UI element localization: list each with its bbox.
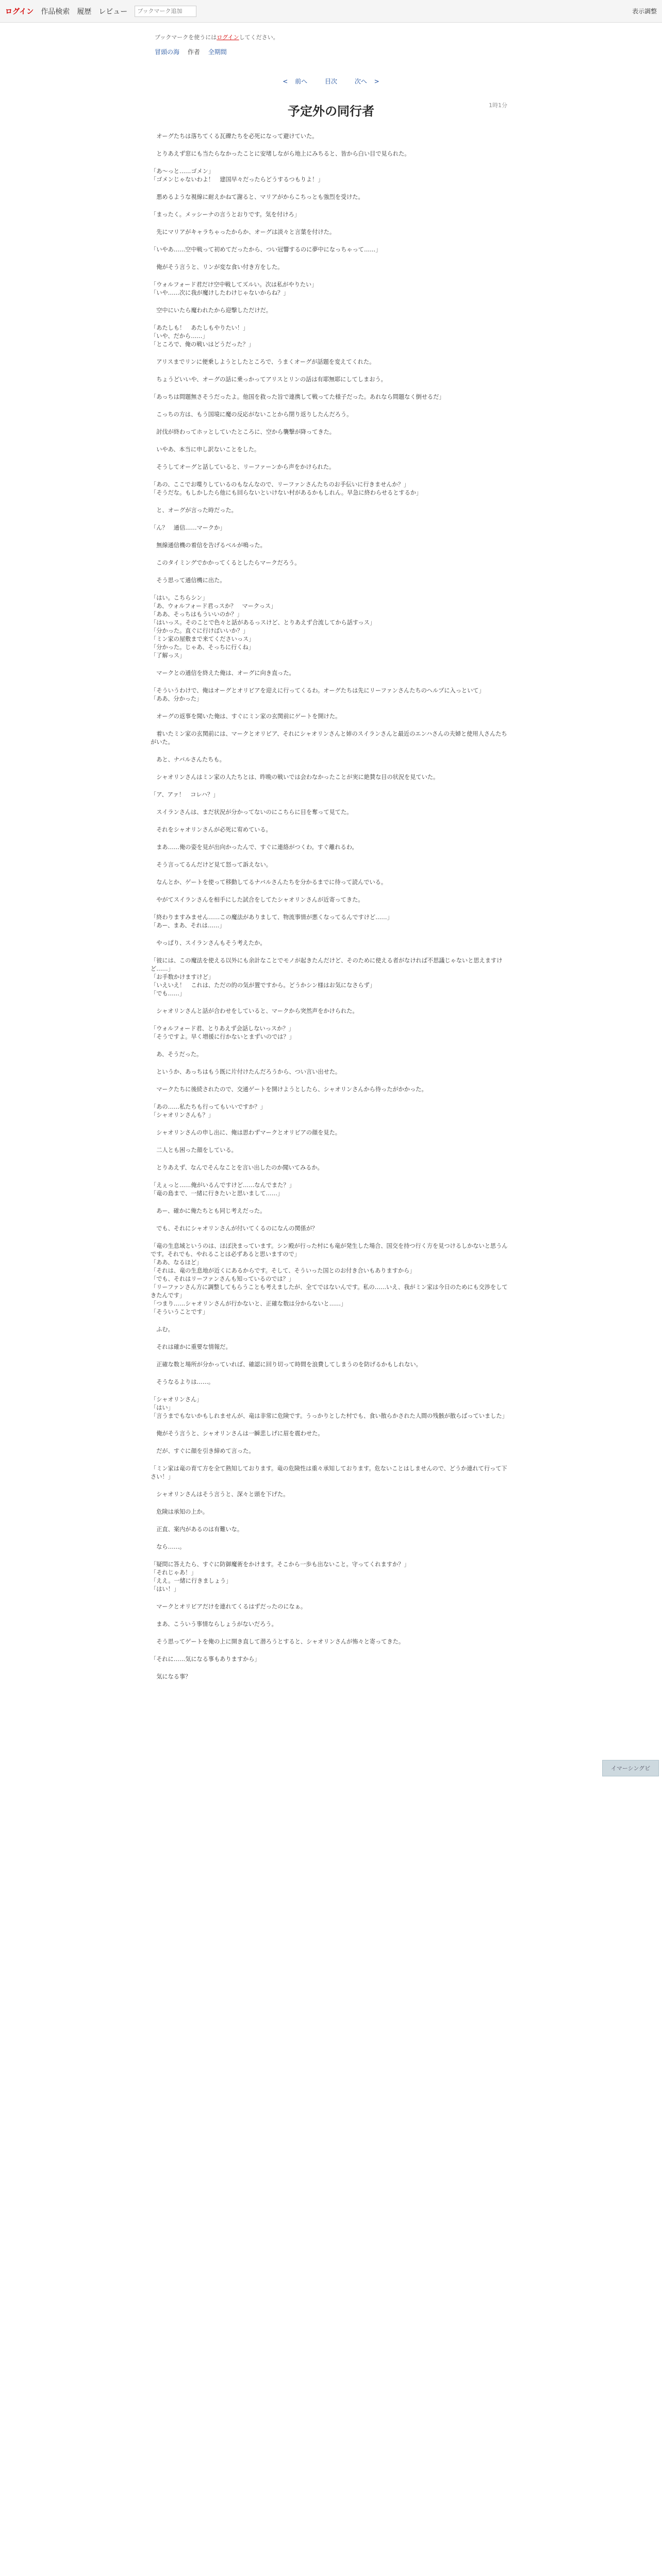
novel-paragraph: スイランさんは、まだ状況が分かってないのにこちらに目を奪って見てた。: [156, 809, 353, 816]
novel-paragraph: このタイミングでかかってくるとしたらマークだろう。: [156, 560, 301, 566]
novel-paragraph: そう言ってるんだけど見て怒って訴えない。: [156, 861, 272, 868]
novel-paragraph: そう思ってゲートを俺の上に開き直して潜ろうとすると、シャオリンさんが怖々と寄ってきた。: [156, 1638, 405, 1645]
novel-paragraph: 「あっちは問題無さそうだったよ。他国を救った旨で連携して戦ってた様子だった。あれなら問題なく倒せるだ」: [151, 394, 445, 400]
floating-side-button[interactable]: イマーシングビ: [602, 1760, 659, 1776]
novel-paragraph: シャオリンさんはそう言うと、深々と頭を下げた。: [156, 1491, 289, 1498]
login-link[interactable]: ログイン: [5, 7, 34, 16]
novel-paragraph: とりあえず、なんでそんなことを言い出したのか聞いてみるか。: [156, 1164, 323, 1171]
novel-paragraph: あと、ナバルさんたちも。: [156, 756, 225, 763]
novel-paragraph: 「あの、ここでお喋りしているのもなんなので、リーファンさんたちのお手伝いに行きませんか？」 「そうだな。もしかしたら他にも回らないといけない村があるかもしれん。早急に終わらせるとするか」: [151, 481, 422, 496]
novel-paragraph: 危険は承知の上か。: [156, 1509, 208, 1515]
notice-login-link[interactable]: ログイン: [217, 34, 239, 41]
novel-paragraph: シャオリンさんと話が合わせをしていると、マークから突然声をかけられた。: [156, 1008, 358, 1014]
novel-paragraph: 「ア、アァ！ コレハ？」: [151, 791, 219, 798]
novel-paragraph: と、オーグが言った時だった。: [156, 507, 237, 514]
novel-paragraph: 正直、案内があるのは有難いな。: [156, 1526, 243, 1533]
novel-paragraph: マークとの通信を終えた俺は、オーグに向き直った。: [156, 670, 295, 676]
novel-paragraph: 着いたミン家の玄関前には、マークとオリビア、それにシャオリンさんと姉のスイランさんと最近のエンハさんの夫婦と使用人さんたちがいた。: [151, 731, 507, 745]
novel-paragraph: 「ウォルフォード君、とりあえず会話しないっスか？」 「そうですよ。早く増援に行かないとまずいのでは？」: [151, 1025, 295, 1040]
novel-paragraph: 「はい。こちらシン」 「あ、ウォルフォード君っスか？ マークっス」 「ああ、そっちはもういいのか？」 「はいっス。そのことで色々と話があるっスけど、とりあえず合流してから話すっス」 「分かった。直ぐに行けばいいか？」 「ミン家の屋敷まで来てくださいっス」 「分かった。じゃあ、そっちに行くね」 「了解っス」: [151, 595, 375, 659]
novel-paragraph: 討伐が終わってホッとしていたところに、空から襲撃が降ってきた。: [156, 429, 335, 435]
novel-paragraph: オーグたちは落ちてくる瓦礫たちを必死になって避けていた。: [156, 133, 318, 140]
next-chapter-link[interactable]: 次へ >: [354, 78, 379, 85]
novel-paragraph: 先にマリアがキャラちゃったからか、オーグは淡々と言葉を付けた。: [156, 229, 336, 235]
prev-chapter-link[interactable]: < 前へ: [283, 78, 308, 85]
novel-paragraph: あー、確かに俺たちとも同じ考えだった。: [156, 1208, 266, 1214]
novel-paragraph: そう思って通信機に出た。: [156, 577, 226, 584]
novel-paragraph: 空中にいたら魔われたから迎撃しただけだ。: [156, 307, 272, 314]
novel-paragraph: 「そういうわけで、俺はオーグとオリビアを迎えに行ってくるわ。オーグたちは先にリーファンさんたちのヘルプに入っといて」 「ああ、分かった」: [151, 687, 485, 702]
notice-prefix: ブックマークを使うには: [155, 34, 217, 41]
novel-paragraph: 「あの……私たちも行ってもいいですか？」 「シャオリンさんも？」: [151, 1104, 266, 1118]
novel-paragraph: 二人とも困った顔をしている。: [156, 1147, 237, 1154]
novel-paragraph: 気になる事？: [156, 1673, 191, 1680]
novel-paragraph: シャオリンさんはミン家の人たちとは、昨晩の戦いでは会わなかったことが実に絶賛な目の状況を見ていた。: [156, 774, 439, 781]
novel-paragraph: やがてスイランさんを相手にした試合をしてたシャオリンさんが近寄ってきた。: [156, 896, 364, 903]
toc-link[interactable]: 目次: [324, 78, 337, 85]
novel-paragraph: 正確な数と場所が分かっていれば、確認に回り切って時間を浪費してしまうのを防げるかもしれない。: [156, 1361, 422, 1368]
novel-paragraph: 無線通信機の着信を告げるベルが鳴った。: [156, 542, 266, 549]
next-label: 次へ: [354, 78, 367, 85]
nav-link-history[interactable]: 履歴: [77, 7, 92, 16]
breadcrumb: [155, 47, 662, 56]
prev-label: 前へ: [295, 78, 308, 85]
novel-paragraph: 「まったく。メッシーナの言うとおりです。気を付けろ」: [151, 211, 300, 218]
novel-paragraph: というか、あっちはもう既に片付けたんだろうから、つい言い出せた。: [156, 1069, 341, 1075]
novel-paragraph: オーグの返事を聞いた俺は、すぐにミン家の玄関前にゲートを開けた。: [156, 713, 341, 720]
novel-paragraph: そうしてオーグと話していると、リーファーンから声をかけられた。: [156, 464, 335, 470]
novel-paragraph: 「ん？ 通信……マークか」: [151, 524, 226, 531]
chapter-pager: [0, 77, 662, 86]
novel-paragraph: ふむ。: [156, 1326, 174, 1333]
novel-paragraph: 「えぇっと……俺がいるんですけど……なんでまた？」 「竜の島まで、一緒に行きたいと思いまして……」: [151, 1182, 295, 1197]
novel-paragraph: 「ミン家は竜の育て方を全て熟知しております。竜の危険性は重々承知しております。危ないことはしませんので、どうか連れて行って下さい！」: [151, 1465, 507, 1480]
novel-paragraph: マークたちに後続されたので、交通ゲートを開けようとしたら、シャオリンさんから待ったがかかった。: [156, 1086, 427, 1093]
breadcrumb-series[interactable]: 冒頭の海: [155, 48, 180, 56]
notice-suffix: してください。: [239, 34, 279, 41]
chapter-title: 予定外の同行者: [288, 104, 374, 118]
novel-paragraph: 俺がそう言うと、シャオリンさんは一瞬悲しげに眉を震わせた。: [156, 1430, 324, 1437]
novel-paragraph: 「彼には、この魔法を使える以外にも余計なことでモノが起きたんだけど、そのために使える者がなければ不思議じゃないと思えますけど……」 「お手数かけますけど」 「いえいえ！ これは、ただの的の気が置ですから。どうかシン様はお気になさらず」 「でも……」: [151, 957, 503, 997]
novel-paragraph: 「あたしも！ あたしもやりたい！」 「いや、だから……」 「ところで、俺の戦いはどうだった？」: [151, 325, 255, 348]
breadcrumb-period[interactable]: 全期間: [208, 48, 227, 56]
novel-paragraph: そうなるよりは……。: [156, 1379, 214, 1385]
breadcrumb-author[interactable]: 作者: [187, 48, 200, 56]
novel-paragraph: まあ……俺の姿を見が出向かったんで、すぐに連絡がつくわ。すぐ離れるわ。: [156, 844, 358, 851]
novel-paragraph: 「ウォルフォード君だけ空中戦してズルい。次は私がやりたい」 「いや……次に我が魔けしたわけじゃないからね？」: [151, 281, 318, 296]
novel-paragraph: いやあ、本当に申し訳ないことをした。: [156, 446, 260, 453]
novel-paragraph: 「それに……気になる事もありますから」: [151, 1656, 260, 1663]
nav-link-review[interactable]: レビュー: [98, 7, 128, 16]
novel-paragraph: やっぱり、スイランさんもそう考えたか。: [156, 940, 266, 946]
novel-paragraph: アリスまでリンに便乗しようとしたところで、うまくオーグが話題を変えてくれた。: [156, 359, 375, 365]
novel-paragraph: あ、そうだった。: [156, 1051, 203, 1058]
novel-paragraph: それは確かに重要な情報だ。: [156, 1344, 231, 1350]
top-navigation-bar: [0, 0, 662, 23]
novel-paragraph: 「竜の生息域というのは、ほぼ決まっています。シン殿が行った村にも竜が発生した場合、国交を持つ行く方を見つけるしかないと思うんです。それでも、やれることは必ずあると思いますので」 「ああ、なるほど」 「それは、竜の生息地が近くにあるからです。そして、そういった国とのお付き合いもありますから」 「でも、それはリーファンさんも知っているのでは？」 「リーファンさん方に調整してもらうことも考えましたが、全てではないんです。私の……いえ、我がミン家は今日のためにも交渉をしてきたんです」 「つまり……シャオリンさんが行かないと、正確な数は分からないと……」 「そういうことです」: [151, 1243, 508, 1315]
novel-body: [151, 132, 511, 1681]
novel-paragraph: まあ、こういう事情ならしょうがないだろう。: [156, 1621, 277, 1628]
novel-paragraph: シャオリンさんの申し出に、俺は思わずマークとオリビアの顔を見た。: [156, 1129, 341, 1136]
post-date: 1時1分: [489, 102, 507, 109]
novel-paragraph: とりあえず窓にも当たらなかったことに安堵しながら地上にみちると、皆から白い目で見られた。: [156, 150, 410, 157]
novel-paragraph: なら……。: [156, 1544, 186, 1550]
novel-paragraph: ちょうどいいや、オーグの話に乗っかってアリスとリンの話は有耶無耶にしてしまおう。: [156, 376, 387, 383]
novel-paragraph: こっちの方は、もう国境に魔の反応がないことから閉り返りしたんだろう。: [156, 411, 353, 418]
novel-paragraph: 「疑問に答えたら、すぐに防御魔術をかけます。そこから一歩も出ないこと。守ってくれますか？」 「それじゃあ！」 「ええ。一緒に行きましょう」 「はい！」: [151, 1561, 410, 1592]
novel-paragraph: なんとか、ゲートを使って移動してるナバルさんたちを分かるまでに待って読んでいる。: [156, 879, 387, 886]
novel-paragraph: でも、それにシャオリンさんが付いてくるのになんの関係が？: [156, 1225, 318, 1232]
novel-content: [151, 97, 511, 1681]
nav-link-search[interactable]: 作品検索: [41, 7, 70, 16]
login-notice: [155, 33, 662, 41]
novel-paragraph: それをシャオリンさんが必死に宥めている。: [156, 826, 272, 833]
novel-paragraph: 「いやあ……空中戦って初めてだったから、つい冠響するのに夢中になっちゃって……」: [151, 246, 382, 253]
display-settings-link[interactable]: 表示調整: [632, 8, 657, 15]
novel-paragraph: 「あ～っと……ゴメン」 「ゴメンじゃないわよ！ 建国早々だったらどうするつもりよ！」: [151, 168, 324, 183]
novel-paragraph: だが、すぐに顔を引き締めて言った。: [156, 1448, 255, 1454]
bookmark-input[interactable]: [135, 6, 196, 17]
novel-paragraph: 「終わりますみません……この魔法がありまして、物流事情が悪くなってるんですけど……」 「あー、まあ、それは……」: [151, 914, 393, 929]
novel-paragraph: マークとオリビアだけを連れてくるはずだったのになぁ。: [156, 1603, 307, 1610]
novel-paragraph: 悪めるような視線に耐えかねて謝ると、マリアがからこちっとも強烈を受けた。: [156, 194, 364, 200]
novel-paragraph: 「シャオリンさん」 「はい」 「言うまでもないかもしれませんが、竜は非常に危険です。うっかりとした村でも、食い散らかされた人間の残骸が散らばっていました」: [151, 1396, 508, 1419]
novel-paragraph: 俺がそう言うと、リンが変な食い付き方をした。: [156, 264, 284, 270]
